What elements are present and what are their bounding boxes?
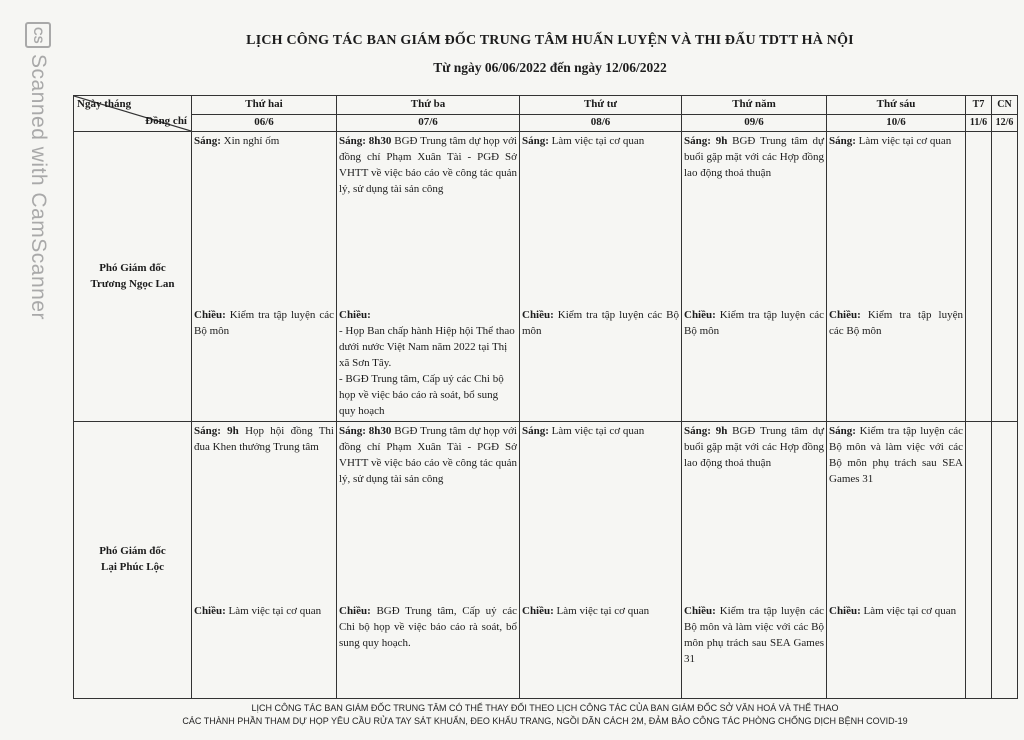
header-day-mon: Thứ hai [192, 96, 337, 115]
header-corner-cell [74, 96, 192, 132]
afternoon-text: Làm việc tại cơ quan [228, 605, 322, 617]
afternoon-text: Kiểm tra tập luyện các Bộ môn [829, 309, 963, 337]
afternoon-entry [339, 604, 517, 652]
header-date-sat: 11/6 [966, 115, 992, 132]
morning-entry [829, 134, 963, 150]
header-day-sat: T7 [966, 96, 992, 115]
morning-text: Làm việc tại cơ quan [551, 425, 645, 437]
morning-label: Sáng: [829, 135, 856, 147]
morning-label: Sáng: 9h [194, 425, 239, 437]
corner-person-label: Đồng chí [145, 115, 187, 128]
watermark-text: Scanned with CamScanner [27, 54, 50, 320]
person-name-cell [74, 132, 192, 422]
afternoon-text: BGĐ Trung tâm, Cấp uỷ các Chi bộ họp về việc báo cáo rà soát, bổ sung quy hoạch. [339, 605, 517, 649]
afternoon-entry [522, 604, 679, 620]
morning-label: Sáng: [522, 135, 549, 147]
morning-text: Làm việc tại cơ quan [551, 135, 645, 147]
afternoon-text: Kiểm tra tập luyện các Bộ môn [194, 309, 334, 337]
afternoon-text: - Họp Ban chấp hành Hiệp hội Thể thao dưới nước Việt Nam năm 2022 tại Thị xã Sơn Tây. [339, 324, 515, 369]
morning-text: Làm việc tại cơ quan [858, 135, 952, 147]
afternoon-label: Chiều: [684, 605, 716, 617]
afternoon-label: Chiều: [684, 309, 716, 321]
afternoon-text: Làm việc tại cơ quan [863, 605, 957, 617]
afternoon-entry [194, 308, 334, 340]
header-date-thu: 09/6 [682, 115, 827, 132]
header-day-fri: Thứ sáu [827, 96, 966, 115]
morning-entry [522, 424, 679, 440]
afternoon-entry [829, 308, 963, 340]
morning-text: Xin nghỉ ốm [223, 135, 280, 147]
header-date-sun: 12/6 [992, 115, 1018, 132]
morning-label: Sáng: 8h30 [339, 425, 392, 437]
schedule-cell-wed [520, 422, 682, 699]
afternoon-text: Kiểm tra tập luyện các Bộ môn [522, 309, 679, 337]
footer-note-2: CÁC THÀNH PHẦN THAM DỰ HỌP YÊU CẦU RỬA TAY SÁT KHUẨN, ĐEO KHẨU TRANG, NGỒI DÃN CÁCH 2M, ĐẢM BẢO CÔNG TÁC PHÒNG CHỐNG DỊCH BỆNH COVID-19 [182, 716, 908, 726]
schedule-row-person-1 [74, 132, 1018, 422]
schedule-cell-sun [992, 422, 1018, 699]
header-date-fri: 10/6 [827, 115, 966, 132]
schedule-cell-fri [827, 132, 966, 422]
document-date-range: Từ ngày 06/06/2022 đến ngày 12/06/2022 [433, 60, 667, 75]
header-day-thu: Thứ năm [682, 96, 827, 115]
schedule-cell-tue [337, 132, 520, 422]
header-date-row [74, 115, 1018, 132]
afternoon-entry [522, 308, 679, 340]
morning-label: Sáng: [829, 425, 856, 437]
morning-text: BGĐ Trung tâm dự họp với đồng chí Phạm Xuân Tài - PGĐ Sở VHTT về việc báo cáo về công tác quản lý, sử dụng tài sản công [339, 135, 517, 195]
morning-entry [829, 424, 963, 488]
footer-note-1: LỊCH CÔNG TÁC BAN GIÁM ĐỐC TRUNG TÂM CÓ THỂ THAY ĐỔI THEO LỊCH CÔNG TÁC CỦA BAN GIÁM ĐỐC SỞ VĂN HOÁ VÀ THỂ THAO [251, 703, 839, 713]
afternoon-label: Chiều: [339, 605, 371, 617]
morning-label: Sáng: [194, 135, 221, 147]
morning-text: Họp hội đồng Thi đua Khen thưởng Trung tâm [194, 425, 334, 453]
afternoon-text-2: - BGĐ Trung tâm, Cấp uỷ các Chi bộ họp về việc báo cáo rà soát, bổ sung quy hoạch [339, 372, 504, 417]
morning-entry [684, 134, 824, 182]
afternoon-entry [684, 604, 824, 668]
afternoon-label: Chiều: [194, 605, 226, 617]
schedule-cell-sat [966, 132, 992, 422]
afternoon-label: Chiều: [194, 309, 226, 321]
afternoon-entry [194, 604, 334, 620]
morning-text: BGĐ Trung tâm dự buổi gặp mặt với các Hợp đồng lao động thoả thuận [684, 135, 824, 179]
afternoon-entry [339, 308, 517, 420]
afternoon-label: Chiều: [829, 605, 861, 617]
afternoon-text: Kiểm tra tập luyện các Bộ môn và làm việc với các Bộ môn phụ trách sau SEA Games 31 [684, 605, 824, 665]
afternoon-text: Kiểm tra tập luyện các Bộ môn [684, 309, 824, 337]
camscanner-watermark [18, 22, 58, 320]
schedule-cell-thu [682, 132, 827, 422]
morning-label: Sáng: 8h30 [339, 135, 392, 147]
afternoon-label: Chiều: [829, 309, 861, 321]
document-title: LỊCH CÔNG TÁC BAN GIÁM ĐỐC TRUNG TÂM HUẤN LUYỆN VÀ THI ĐẤU TDTT HÀ NỘI [246, 33, 854, 48]
header-date-tue: 07/6 [337, 115, 520, 132]
morning-entry [194, 134, 334, 150]
schedule-cell-fri [827, 422, 966, 699]
schedule-cell-thu [682, 422, 827, 699]
morning-entry [339, 134, 517, 198]
morning-text: Kiểm tra tập luyện các Bộ môn và làm việc với các Bộ môn phụ trách sau SEA Games 31 [829, 425, 963, 485]
morning-entry [194, 424, 334, 456]
morning-label: Sáng: 9h [684, 135, 728, 147]
schedule-cell-wed [520, 132, 682, 422]
person-name: Trương Ngọc Lan [90, 277, 175, 290]
person-title: Phó Giám đốc [99, 261, 166, 274]
person-title: Phó Giám đốc [99, 545, 166, 558]
afternoon-text: Làm việc tại cơ quan [556, 605, 650, 617]
morning-entry [522, 134, 679, 150]
schedule-row-person-2 [74, 422, 1018, 699]
morning-text: BGĐ Trung tâm dự họp với đồng chí Phạm Xuân Tài - PGĐ Sở VHTT về việc báo cáo về công tác quản lý, sử dụng tài sản công [339, 425, 517, 485]
afternoon-label: Chiều: [339, 309, 371, 321]
morning-text: BGĐ Trung tâm dự buổi gặp mặt với các Hợp đồng lao động thoả thuận [684, 425, 824, 469]
header-day-row [74, 96, 1018, 115]
header-day-sun: CN [992, 96, 1018, 115]
afternoon-entry [829, 604, 963, 620]
morning-entry [339, 424, 517, 488]
schedule-cell-mon [192, 422, 337, 699]
morning-label: Sáng: 9h [684, 425, 728, 437]
afternoon-label: Chiều: [522, 309, 554, 321]
header-day-wed: Thứ tư [520, 96, 682, 115]
header-day-tue: Thứ ba [337, 96, 520, 115]
header-date-wed: 08/6 [520, 115, 682, 132]
person-name-cell [74, 422, 192, 699]
morning-label: Sáng: [522, 425, 549, 437]
camscanner-logo: CS [25, 22, 51, 48]
person-name: Lại Phúc Lộc [101, 561, 164, 573]
schedule-cell-mon [192, 132, 337, 422]
corner-date-label: Ngày tháng [77, 98, 132, 110]
morning-entry [684, 424, 824, 472]
afternoon-label: Chiều: [522, 605, 554, 617]
schedule-table [73, 95, 1018, 699]
header-date-mon: 06/6 [192, 115, 337, 132]
schedule-cell-sun [992, 132, 1018, 422]
schedule-cell-sat [966, 422, 992, 699]
afternoon-entry [684, 308, 824, 340]
schedule-cell-tue [337, 422, 520, 699]
